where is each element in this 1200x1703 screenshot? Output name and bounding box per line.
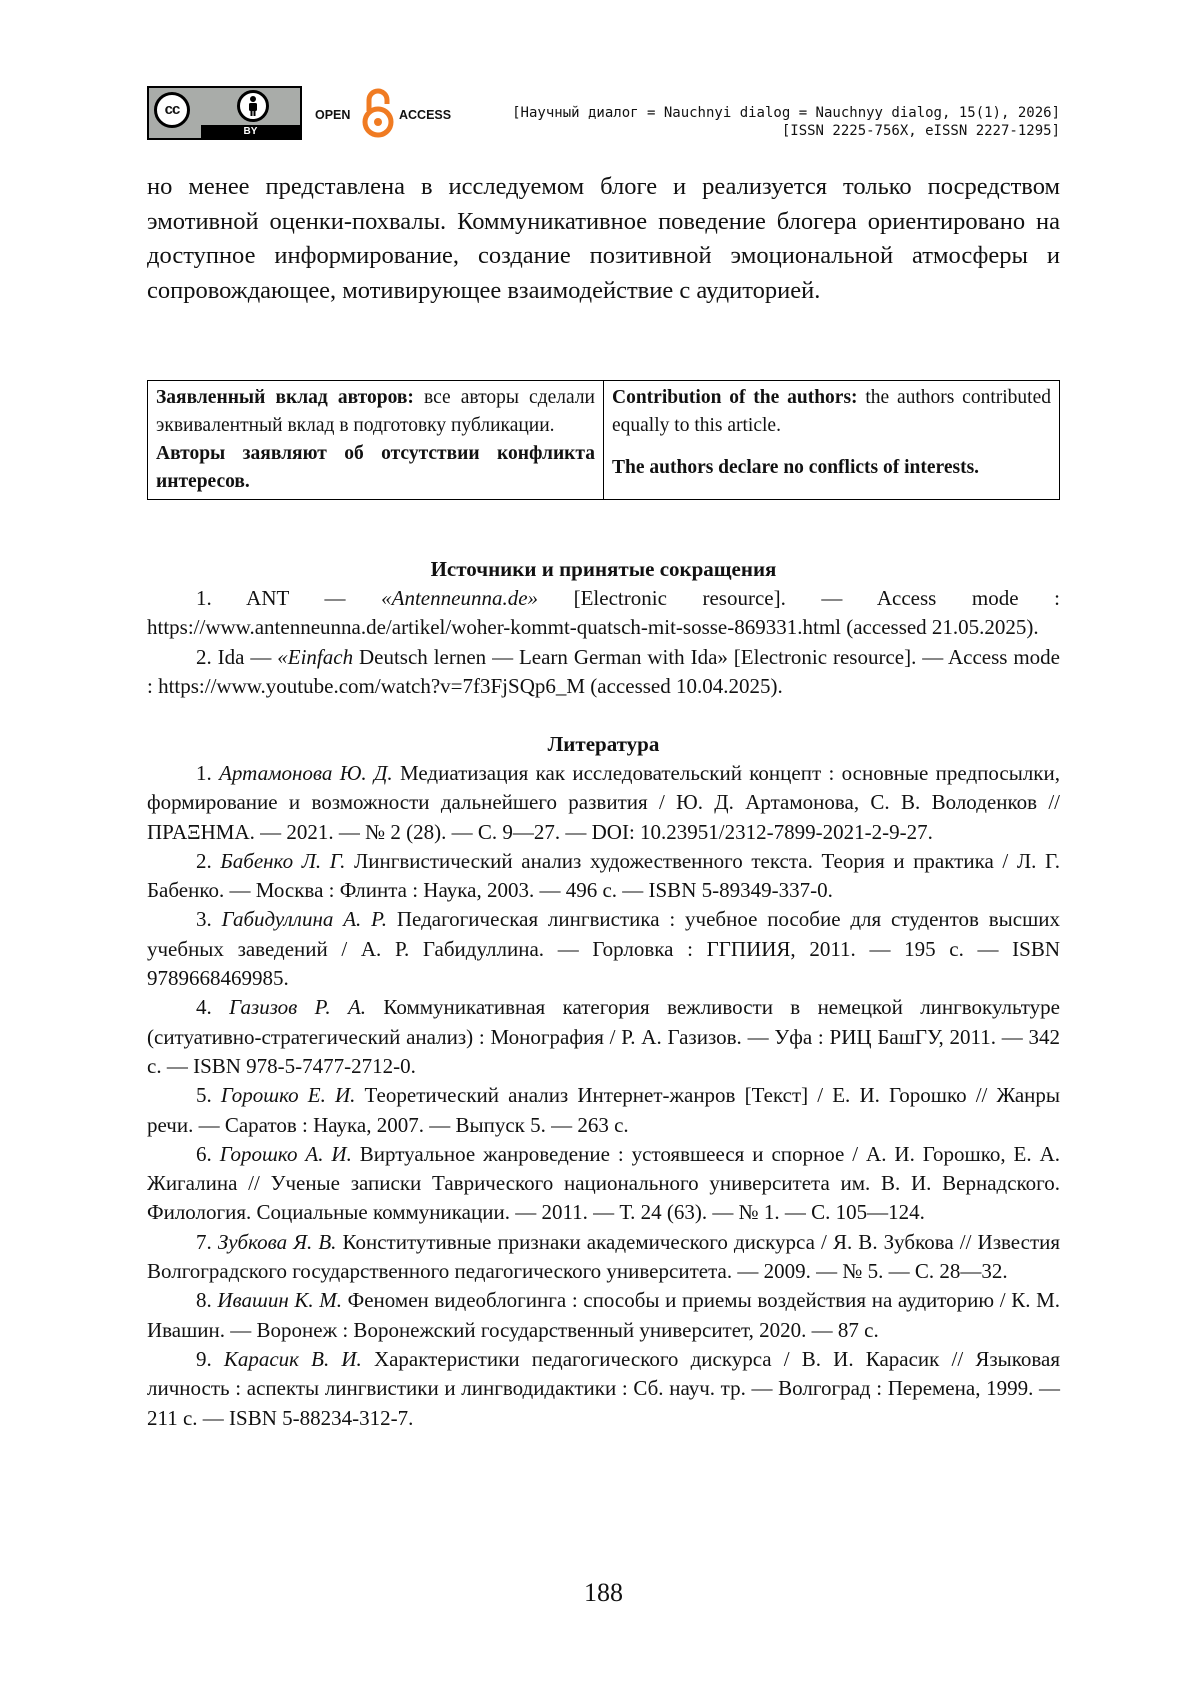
literature-list [147, 759, 1060, 1433]
literature-item: 3. Габидуллина А. Р. Педагогическая лингвистика : учебное пособие для студентов высших учебных заведений / А. Р. Габидуллина. — Горловка : ГГПИИЯ, 2011. — 195 с. — ISBN 9789668469985. [147, 907, 1061, 991]
open-access-lock-icon [360, 86, 396, 140]
sources-heading: Источники и принятые сокращения [430, 557, 777, 581]
contribution-en-heading: Contribution of the authors: [612, 387, 858, 408]
contribution-ru-cell [148, 381, 604, 500]
contribution-en-text: the authors contributed equally to this article. [612, 387, 1051, 436]
contribution-ru-heading: Заявленный вклад авторов: [156, 387, 414, 408]
ref-author: Горошко А. И. [219, 1141, 352, 1166]
sources-list [147, 584, 1060, 701]
ref-author: Газизов Р. А. [229, 995, 367, 1020]
open-access-logo [315, 86, 465, 142]
journal-title-line: [Научный диалог = Nauchnyi dialog = Nauchnyy dialog, 15(1), 2026] [512, 105, 1060, 121]
ref-author: Артамонова Ю. Д. [219, 761, 393, 785]
literature-item: 2. Бабенко Л. Г. Лингвистический анализ художественного текста. Теория и практика / Л. Г. Бабенко. — Москва : Флинта : Наука, 2003. — 496 с. — ISBN 5-89349-337-0. [147, 848, 1060, 903]
journal-citation [512, 104, 1060, 140]
contribution-en-cell [604, 381, 1060, 500]
conflict-ru-statement: Авторы заявляют об отсутствии конфликта интересов. [156, 443, 595, 492]
literature-item: 7. Зубкова Я. В. Конститутивные признаки академического дискурса / Я. В. Зубкова // Известия Волгоградского государственного педагогического университета. — 2009. — № 5. — С. 28—32. [147, 1229, 1061, 1284]
ref-author: Габидуллина А. Р. [221, 907, 388, 932]
page-header [147, 86, 1060, 142]
ref-author: Ивашин К. М. [217, 1288, 343, 1313]
contribution-ru-text: все авторы сделали эквивалентный вклад в подготовку публикации. [156, 387, 595, 436]
page-number: 188 [584, 1578, 623, 1607]
ref-author: Горошко Е. И. [220, 1083, 356, 1108]
open-access-label-open: OPEN [315, 108, 351, 122]
ref-author: Зубкова Я. В. [217, 1229, 337, 1254]
cc-icon: cc [154, 92, 190, 128]
literature-heading: Литература [547, 732, 660, 756]
ref-author: Бабенко Л. Г. [220, 848, 346, 873]
issn-line: [ISSN 2225-756X, eISSN 2227-1295] [781, 123, 1060, 139]
open-access-label-access: ACCESS [399, 108, 452, 122]
literature-item: 1. Артамонова Ю. Д. Медиатизация как исследовательский концепт : основные предпосылки, формирование и возможности дальнейшего развития / Ю. Д. Артамонова, С. В. Володенков // ΠΡΑΞΗΜΑ. — 2021. — № 2 (28). — С. 9—27. — DOI: 10.23951/2312-7899-2021-2-9-27. [147, 761, 1061, 844]
literature-item: 5. Горошко Е. И. Теоретический анализ Интернет-жанров [Текст] / Е. И. Горошко // Жанры речи. — Саратов : Наука, 2007. — Выпуск 5. — 263 с. [147, 1083, 1060, 1137]
source-item: 1. ANT — «Antenneunna.de» [Electronic resource]. — Access mode : https://www.antenneunna.de/artikel/woher-kommt-quatsch-mit-sosse-869331.html (accessed 21.05.2025). [147, 586, 1060, 640]
attribution-person-icon [237, 90, 269, 122]
source-item: 2. Ida — «Einfach Deutsch lernen — Learn German with Ida» [Electronic resource]. — Access mode : https://www.youtube.com/watch?v=7f3FjSQp6_M (accessed 10.04.2025). [147, 644, 1060, 698]
conflict-en-statement: The authors declare no conflicts of interests. [612, 457, 980, 478]
cc-by-license-badge [147, 86, 302, 140]
literature-item: 4. Газизов Р. А. Коммуникативная категория вежливости в немецкой лингвокультуре (ситуативно-стратегический анализ) : Монография / Р. А. Газизов. — Уфа : РИЦ БашГУ, 2011. — 342 с. — ISBN 978-5-7477-2712-0. [147, 995, 1061, 1078]
literature-item: 6. Горошко А. И. Виртуальное жанроведение : устоявшееся и спорное / А. И. Горошко, Е. А. Жигалина // Ученые записки Таврического национального университета им. В. И. Вернадского. Филология. Социальные коммуникации. — 2011. — Т. 24 (63). — № 1. — С. 105—124. [147, 1141, 1060, 1225]
ref-author: Карасик В. И. [223, 1346, 362, 1371]
literature-item: 8. Ивашин К. М. Феномен видеоблогинга : способы и приемы воздействия на аудиторию / К. М. Ивашин. — Воронеж : Воронежский государственный университет, 2020. — 87 с. [147, 1288, 1061, 1342]
literature-item: 9. Карасик В. И. Характеристики педагогического дискурса / В. И. Карасик // Языковая личность : аспекты лингвистики и лингводидактики : Сб. науч. тр. — Волгоград : Перемена, 1999. — 211 с. — ISBN 5-88234-312-7. [147, 1346, 1060, 1430]
body-paragraph: но менее представлена в исследуемом блоге и реализуется только посредством эмотивной оценки-похвалы. Коммуникативное поведение блогера ориентировано на доступное информирование, создание позитивной эмоциональной атмосферы и сопровождающее, мотивирующее взаимодействие с аудиторией. [147, 173, 1060, 304]
by-label: BY [201, 125, 300, 138]
author-contribution-table [147, 380, 1060, 500]
